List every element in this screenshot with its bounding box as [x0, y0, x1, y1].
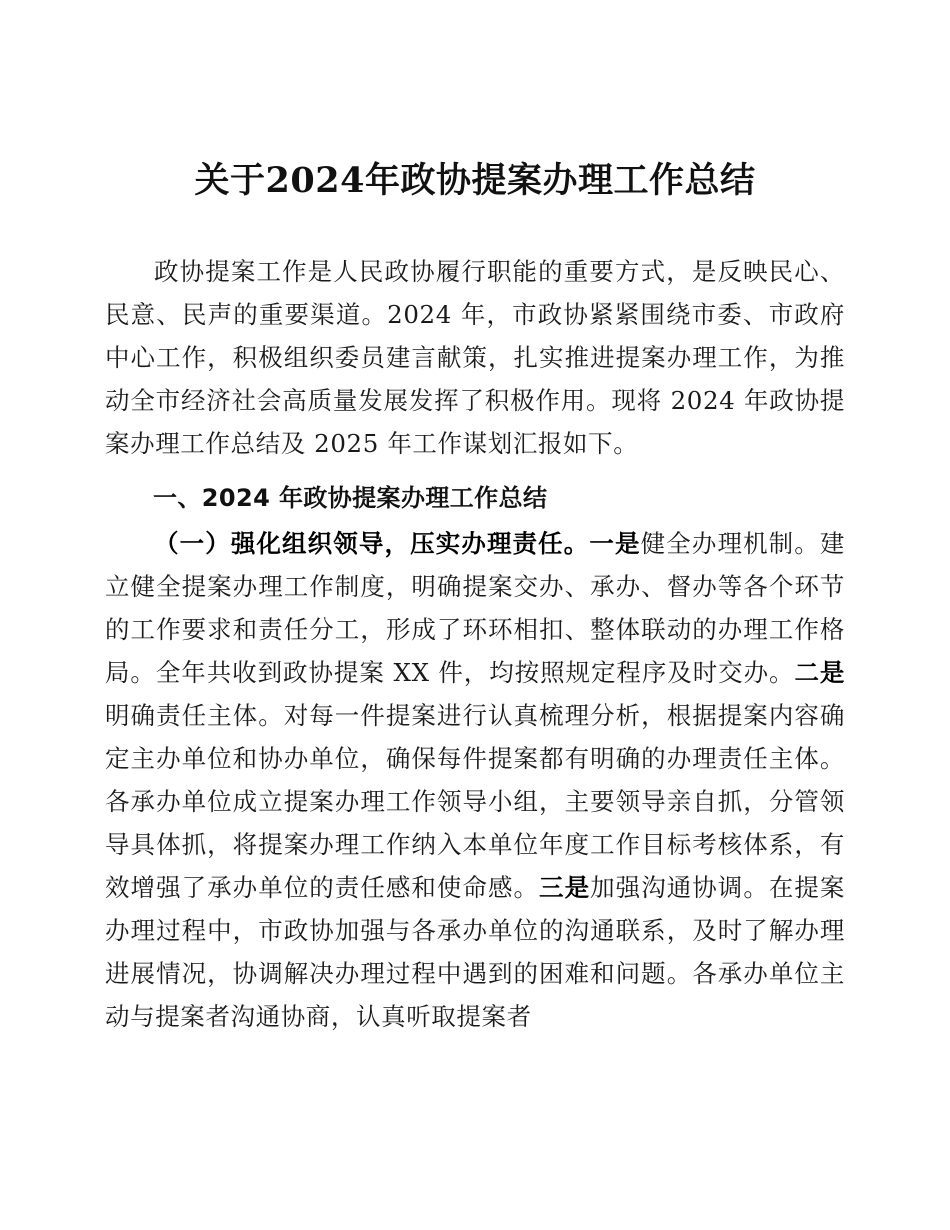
page-bottom-whitespace	[105, 1038, 845, 1228]
subsection-bold-lead: （一）强化组织领导，压实办理责任。	[154, 529, 590, 558]
point-3-text: 加强沟通协调。在提案办理过程中，市政协加强与各承办单位的沟通联系，及时了解办理进展情况，协调解决办理过程中遇到的困难和问题。各承办单位主动与提案者沟通协商，认真听取提案者	[105, 873, 846, 1031]
point-2-text: 明确责任主体。对每一件提案进行认真梳理分析，根据提案内容确定主办单位和协办单位，确保每件提案都有明确的办理责任主体。各承办单位成立提案办理工作领导小组，主要领导亲自抓，分管领导具体抓，将提案办理工作纳入本单位年度工作目标考核体系，有效增强了承办单位的责任感和使命感。	[105, 701, 845, 902]
point-1-text: 健全办理机制。建立健全提案办理工作制度，明确提案交办、承办、督办等各个环节的工作要求和责任分工，形成了环环相扣、整体联动的办理工作格局。全年共收到政协提案 XX 件，均按照规定程序及时交办。	[105, 529, 846, 687]
intro-paragraph: 政协提案工作是人民政协履行职能的重要方式，是反映民心、民意、民声的重要渠道。2024 年，市政协紧紧围绕市委、市政府中心工作，积极组织委员建言献策，扎实推进提案办理工作，为推动全市经济社会高质量发展发挥了积极作用。现将 2024 年政协提案办理工作总结及 2025 年工作谋划汇报如下。	[105, 257, 845, 458]
section-heading-1: 一、2024 年政协提案办理工作总结	[153, 484, 548, 512]
subsection-1-1-paragraph	[105, 520, 845, 1038]
point-2-label: 二是	[794, 658, 846, 687]
point-3-label: 三是	[539, 873, 591, 902]
page-title: 关于2024年政协提案办理工作总结	[194, 160, 756, 201]
document-body	[105, 0, 845, 1228]
point-1-label: 一是	[589, 529, 641, 558]
